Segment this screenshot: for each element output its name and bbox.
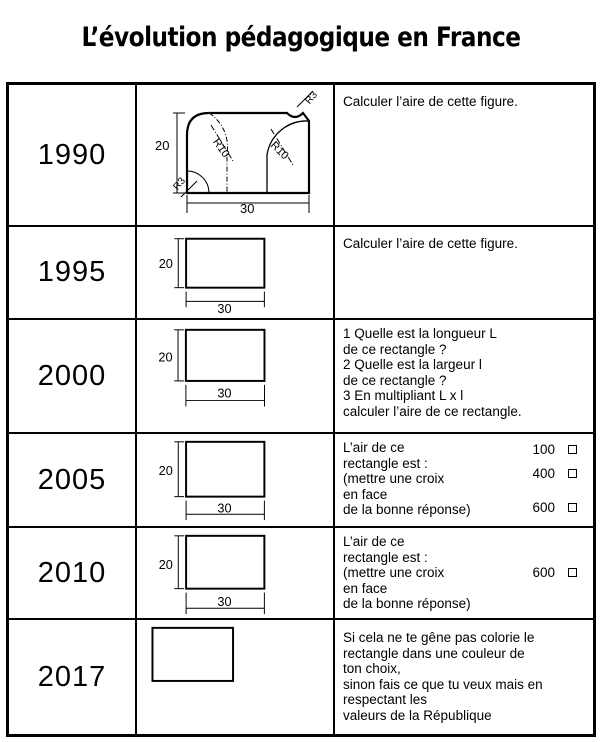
figure-cell <box>137 620 335 734</box>
figure-cell <box>137 320 335 432</box>
row-2017 <box>9 618 593 734</box>
width-label: 30 <box>217 385 232 401</box>
row-2000 <box>9 318 593 432</box>
radius-label: R3 <box>303 89 321 107</box>
checkbox[interactable] <box>568 469 577 478</box>
width-label: 30 <box>240 201 255 216</box>
comparison-table <box>6 82 596 737</box>
width-label: 30 <box>217 301 232 317</box>
radius-label: R3 <box>171 175 189 193</box>
figure-cell <box>137 227 335 318</box>
height-label: 20 <box>158 557 173 573</box>
instruction-text: L’air de ce rectangle est : (mettre une croix en face de la bonne réponse) <box>343 534 471 611</box>
radius-label: R10 <box>210 136 232 160</box>
height-label: 20 <box>155 138 170 153</box>
checkbox[interactable] <box>568 503 577 512</box>
row-2010: 2010 20 30 L’air de ce rectangle est : (mettre une croix en face de la bonne réponse) 600 <box>9 526 593 618</box>
year-label: 1990 <box>9 85 137 225</box>
figure-cell <box>137 85 335 225</box>
rectangle <box>186 239 264 288</box>
year-label: 1995 <box>9 227 137 318</box>
instruction-text: Calculer l’aire de cette figure. <box>343 236 518 251</box>
arc-guide <box>267 121 309 193</box>
figure-cell <box>137 434 335 526</box>
corner-arc <box>187 171 209 193</box>
rectangle <box>186 442 264 497</box>
rectangle-drawing <box>137 227 335 318</box>
checkbox[interactable] <box>568 445 577 454</box>
year-label: 2010 <box>9 528 137 618</box>
figure-cell <box>137 528 335 618</box>
instruction-text: Si cela ne te gêne pas colorie le rectangle dans une couleur de ton choix, sinon fais ce que tu veux mais en respectant les valeurs de la République <box>343 630 543 723</box>
instruction-text: L’air de ce rectangle est : (mettre une croix en face de la bonne réponse) <box>343 440 471 517</box>
height-label: 20 <box>158 256 173 272</box>
instruction-text: Calculer l’aire de cette figure. <box>343 94 518 109</box>
checkbox[interactable] <box>568 568 577 577</box>
row-1995 <box>9 225 593 318</box>
rectangle-drawing <box>137 528 335 618</box>
instruction-text: 1 Quelle est la longueur L de ce rectangle ? 2 Quelle est la largeur l de ce rectangle ? 3 En multipliant L x l calculer l’aire de ce rectangle. <box>343 326 522 419</box>
rectangle-drawing <box>137 620 335 734</box>
rectangle <box>186 536 264 589</box>
year-label: 2005 <box>9 434 137 526</box>
width-label: 30 <box>217 594 232 610</box>
radius-label: R10 <box>267 139 291 163</box>
rectangle-drawing <box>137 320 335 432</box>
page-title: L’évolution pédagogique en France <box>81 22 521 53</box>
rectangle <box>186 330 265 381</box>
height-label: 20 <box>158 463 173 479</box>
year-label: 2000 <box>9 320 137 432</box>
rectangle-drawing <box>137 434 335 526</box>
rectangle[interactable] <box>152 628 233 681</box>
width-label: 30 <box>217 500 232 516</box>
year-label: 2017 <box>9 620 137 734</box>
row-2005: 2005 20 30 L’air de ce rectangle est : (mettre une croix en face de la bonne réponse) 100 400 600 <box>9 432 593 526</box>
height-label: 20 <box>158 349 173 365</box>
complex-figure-drawing <box>137 85 335 225</box>
row-1990 <box>9 85 593 225</box>
